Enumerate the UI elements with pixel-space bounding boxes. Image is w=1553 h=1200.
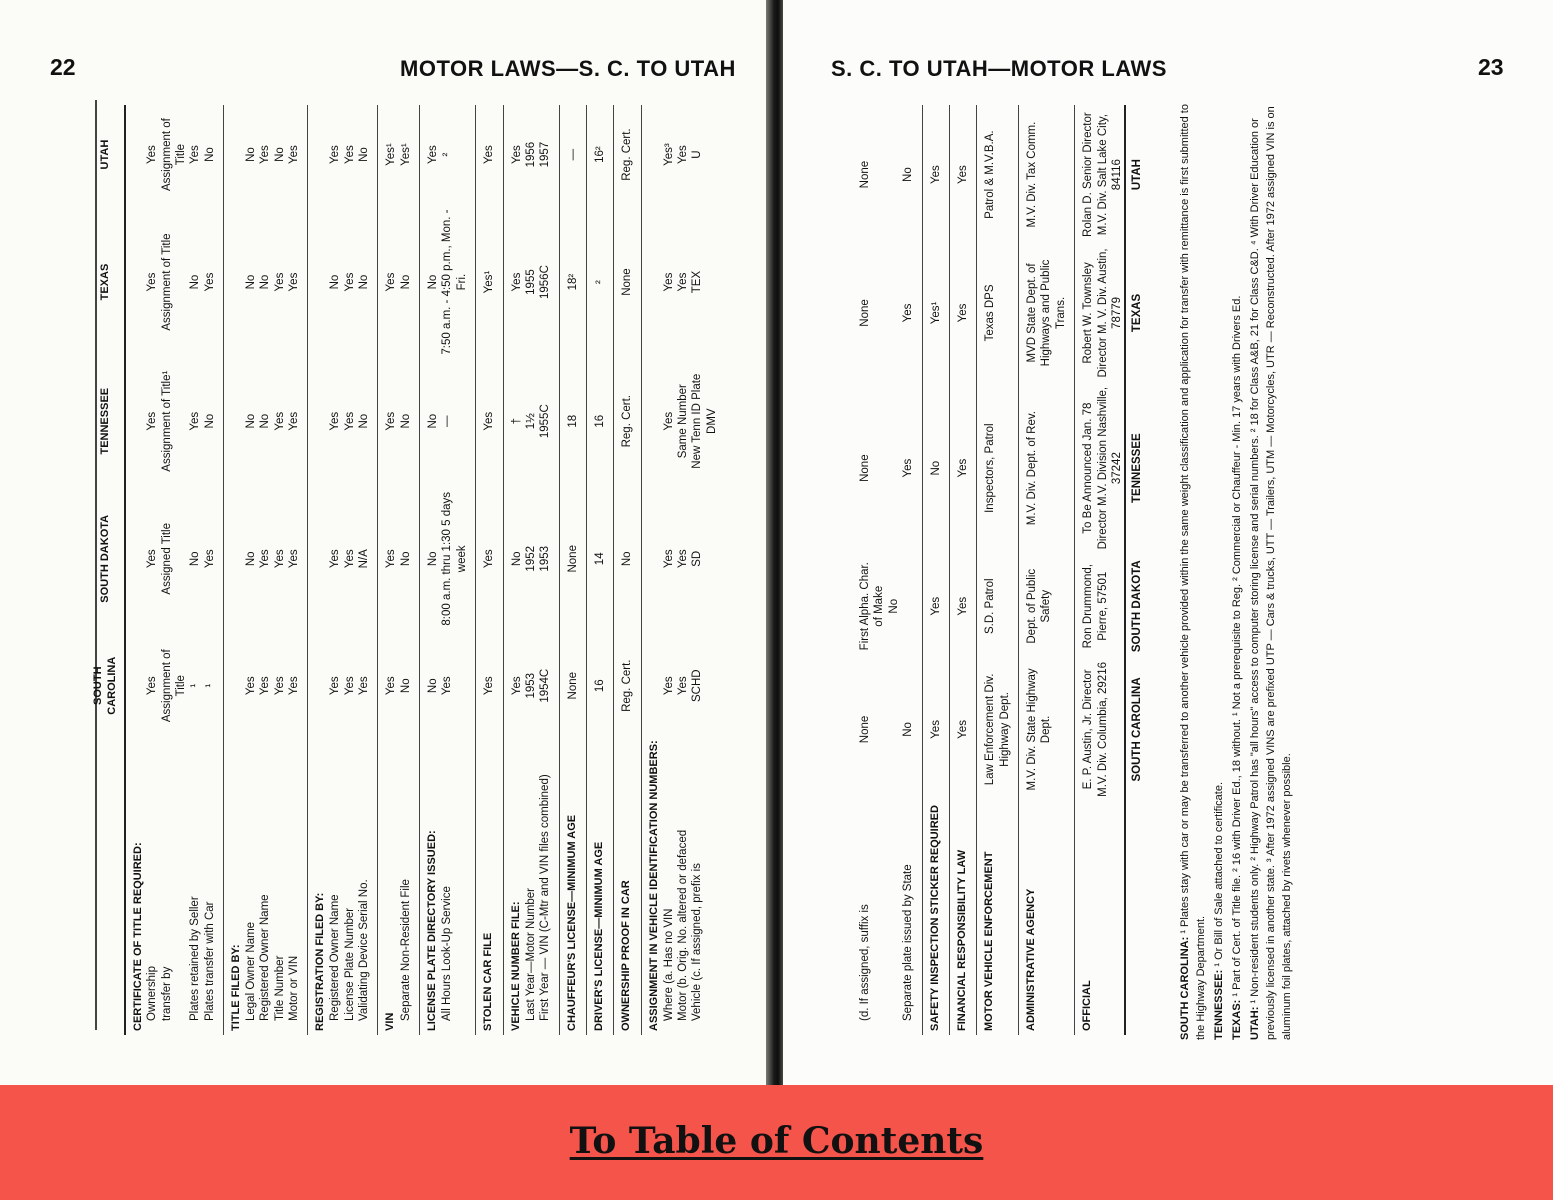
row-value: No <box>510 551 523 567</box>
row-value: MVD State Dept. of Highways and Public Trans. <box>1019 244 1075 381</box>
row-label: VIN <box>384 1012 397 1031</box>
row-value: Yes <box>273 549 286 569</box>
footnote-text: ¹ Part of Cert. of Title file. ² 16 with Driver Ed., 18 without. ¹ Not a prerequisite to Reg. ² Commercial or Chauffeur - Min. 17 years with Drivers Ed. <box>1230 295 1243 997</box>
row-value: ² <box>440 105 475 204</box>
row-value: Yes <box>510 272 523 292</box>
footnotes-rotator <box>1178 100 1298 1040</box>
row-value: Yes¹ <box>922 244 949 381</box>
left-table-row <box>614 105 641 1035</box>
row-value: No <box>427 274 439 290</box>
row-value: No <box>203 360 224 482</box>
row-value: Yes <box>901 382 922 555</box>
row-value <box>641 482 661 635</box>
row-value: No <box>399 204 420 360</box>
left-table-row <box>676 105 690 1035</box>
row-value: Yes <box>510 676 523 696</box>
left-table-row <box>357 105 378 1035</box>
row-value: Yes <box>203 204 224 360</box>
row-value: Same Number <box>676 384 689 459</box>
footnotes-block <box>1178 100 1296 1040</box>
right-table-rotator <box>858 105 1145 1035</box>
row-value: No <box>399 482 420 635</box>
row-value: Yes <box>676 549 689 569</box>
row-label: License Plate Number <box>343 907 356 1021</box>
row-value: Yes <box>922 555 949 658</box>
right-column-footer-label: SOUTH DAKOTA <box>1125 555 1144 658</box>
row-value: Yes <box>949 244 976 381</box>
row-value: No <box>357 360 378 482</box>
row-value: Ron Drummond, Pierre, 57501 <box>1082 564 1109 649</box>
left-column-header: UTAH <box>92 105 125 204</box>
row-value <box>224 204 244 360</box>
row-value: 18 <box>559 360 586 482</box>
row-value <box>641 204 661 360</box>
row-label: Motor or VIN <box>287 736 308 1035</box>
row-value: Yes <box>287 204 308 360</box>
left-page-number: 22 <box>50 54 76 80</box>
row-value: 16 <box>587 635 614 736</box>
left-column-header: TEXAS <box>92 204 125 360</box>
row-value <box>641 635 661 736</box>
row-value: Yes <box>146 676 159 696</box>
left-table-row <box>308 105 328 1035</box>
left-column-header: SOUTH DAKOTA <box>92 482 125 635</box>
row-value: Yes <box>427 145 439 164</box>
row-value: Texas DPS <box>977 244 1019 381</box>
footnote-text: ¹ Non-resident students only. ² Highway Patrol has "all hours" access to computer storing license and serial numbers. ² 18 for Class A&B, 21 for Class C&D. ⁴ With Driver Education or previously licensed in another state. ³ After 1972 assigned VINS are prefixed UTP — Cars & trucks, UTT — Trailers, UTM — Motorcycles, UTR — Reconstructed. After 1972 assigned VIN is on aluminum foil plates, attached by rivets whenever possible. <box>1248 106 1293 1040</box>
row-label: Plates retained by Seller <box>189 896 202 1021</box>
row-value: 8:00 a.m. thru 1:30 5 days week <box>440 482 475 635</box>
left-header-label <box>92 736 125 1035</box>
left-table-row <box>188 105 202 1035</box>
row-value: 1956C <box>538 204 559 360</box>
row-label: TITLE FILED BY: <box>230 944 243 1031</box>
row-label: ASSIGNMENT IN VEHICLE IDENTIFICATION NUMBERS: <box>647 740 660 1031</box>
row-value: Yes <box>385 549 398 569</box>
row-label: CHAUFFEUR'S LICENSE—MINIMUM AGE <box>559 736 586 1035</box>
row-value: Yes <box>922 658 949 801</box>
left-running-head: MOTOR LAWS—S. C. TO UTAH <box>400 56 736 81</box>
row-value: M.V. Div. State Highway Dept. <box>1019 658 1075 801</box>
row-value: 16 <box>587 360 614 482</box>
row-value <box>887 382 901 555</box>
right-table-row <box>1075 105 1126 1035</box>
left-table-row <box>587 105 614 1035</box>
left-table-row <box>224 105 244 1035</box>
row-value <box>224 635 244 736</box>
row-value: Yes <box>676 272 689 292</box>
row-value: Assignment of Title <box>160 118 187 192</box>
row-value: None <box>859 715 871 744</box>
row-value: No <box>399 360 420 482</box>
row-label: Motor (b. Orig. No. altered or defaced <box>676 829 689 1021</box>
row-value: Yes <box>476 360 503 482</box>
row-value: Yes <box>146 411 159 431</box>
left-table-row <box>244 105 258 1035</box>
row-value: Yes <box>476 105 503 204</box>
row-value: 18² <box>559 204 586 360</box>
row-value: Yes <box>329 411 342 431</box>
left-column-header: TENNESSEE <box>92 360 125 482</box>
row-value: None <box>859 299 871 327</box>
row-value: Yes <box>949 382 976 555</box>
row-value: None <box>559 635 586 736</box>
row-value: M.V. Div. Dept. of Rev. <box>1019 382 1075 555</box>
row-value: 1957 <box>538 105 559 204</box>
row-label: (d. If assigned, suffix is <box>859 904 871 1021</box>
row-value: No <box>203 105 224 204</box>
row-value <box>224 482 244 635</box>
row-value: Yes <box>440 635 475 736</box>
right-table-row <box>949 105 976 1035</box>
footnote-state: UTAH: <box>1248 1003 1261 1040</box>
row-value: No <box>244 551 257 567</box>
right-column-footer <box>1125 105 1144 1035</box>
right-page-number: 23 <box>1478 54 1504 80</box>
right-column-footer-label: UTAH <box>1125 105 1144 244</box>
left-table-row <box>420 105 441 1035</box>
row-label: MOTOR VEHICLE ENFORCEMENT <box>977 801 1019 1035</box>
row-value: Yes <box>343 145 356 164</box>
row-value: Yes <box>343 549 356 569</box>
left-table-row <box>343 105 357 1035</box>
row-value: 7:50 a.m. - 4:50 p.m., Mon. - Fri. <box>440 204 475 360</box>
left-table-row <box>203 105 224 1035</box>
row-value: — <box>440 360 475 482</box>
row-value <box>308 482 328 635</box>
row-value <box>887 658 901 801</box>
row-value: No <box>189 551 202 567</box>
row-value: No <box>427 678 439 694</box>
row-value: Yes <box>357 635 378 736</box>
row-value: Law Enforcement Div. Highway Dept. <box>977 658 1019 801</box>
row-value: Yes <box>189 145 202 164</box>
row-value: No <box>244 274 257 290</box>
row-label: First Year — VIN (C-Mtr and VIN files combined) <box>538 736 559 1035</box>
row-value: First Alpha. Char. of Make <box>859 562 886 651</box>
row-value <box>887 105 901 244</box>
row-value <box>308 105 328 204</box>
row-value: Yes <box>476 635 503 736</box>
footnote <box>1178 100 1210 1040</box>
row-label: Last Year—Motor Number <box>524 888 537 1021</box>
row-value <box>125 204 146 360</box>
row-value: No <box>259 413 272 429</box>
row-value: 16² <box>587 105 614 204</box>
row-value: Yes <box>476 482 503 635</box>
row-label: DRIVER'S LICENSE—MINIMUM AGE <box>587 736 614 1035</box>
row-value: None <box>859 160 871 189</box>
row-value: Yes <box>676 145 689 164</box>
row-label: OWNERSHIP PROOF IN CAR <box>614 736 641 1035</box>
row-label: STOLEN CAR FILE <box>476 736 503 1035</box>
row-value: Yes <box>343 676 356 696</box>
row-value: Yes <box>510 145 523 164</box>
row-value: No <box>244 147 257 162</box>
row-value: Yes <box>259 145 272 164</box>
left-table-row <box>399 105 420 1035</box>
row-value: 14 <box>587 482 614 635</box>
row-value: Yes <box>343 411 356 431</box>
row-value <box>641 360 661 482</box>
row-value: Reg. Cert. <box>614 360 641 482</box>
row-value: N/A <box>357 482 378 635</box>
right-column-footer-label: TEXAS <box>1125 244 1144 381</box>
row-value: Yes <box>662 272 675 292</box>
row-value: No <box>399 635 420 736</box>
row-value: Yes <box>287 105 308 204</box>
row-value: Yes <box>949 658 976 801</box>
row-label: Validating Device Serial No. <box>357 736 378 1035</box>
row-label: transfer by <box>160 966 173 1021</box>
row-value: No <box>189 274 202 290</box>
row-value: Yes <box>273 411 286 431</box>
row-value: Yes <box>189 411 202 431</box>
row-label: Plates transfer with Car <box>203 736 224 1035</box>
row-value: Assigned Title <box>160 522 173 595</box>
row-value: Yes <box>949 555 976 658</box>
left-table-row <box>145 105 159 1035</box>
right-page <box>783 0 1553 1085</box>
row-value: Yes³ <box>662 143 675 166</box>
row-label: ADMINISTRATIVE AGENCY <box>1019 801 1075 1035</box>
row-label: Registered Owner Name <box>329 894 342 1021</box>
right-table-row <box>977 105 1019 1035</box>
left-table-row <box>641 105 661 1035</box>
left-motor-laws-table <box>92 105 719 1035</box>
row-value: Assignment of Title¹ <box>160 370 173 472</box>
row-value: No <box>427 551 439 567</box>
row-value: No <box>244 413 257 429</box>
row-value: No <box>259 274 272 290</box>
row-value: Yes <box>662 676 675 696</box>
row-value: Yes <box>244 676 257 696</box>
row-label <box>887 801 901 1035</box>
row-value: Reg. Cert. <box>614 635 641 736</box>
row-label: Where (a. Has no VIN <box>662 908 675 1021</box>
row-value: Rolan D. Senior Director M.V. Div. Salt Lake City, 84116 <box>1082 112 1123 237</box>
right-table-row <box>887 105 901 1035</box>
left-table-row <box>287 105 308 1035</box>
row-value: 1953 <box>524 672 537 699</box>
row-label: Legal Owner Name <box>244 921 257 1021</box>
row-value: No <box>901 658 922 801</box>
row-value: Yes <box>203 482 224 635</box>
row-value: None <box>559 482 586 635</box>
row-value: Yes¹ <box>385 143 398 166</box>
row-value: SCHD <box>691 669 704 703</box>
row-value: Yes¹ <box>476 204 503 360</box>
row-value: ¹ <box>203 635 224 736</box>
row-value: None <box>614 204 641 360</box>
row-value: TEX <box>691 270 704 294</box>
row-value: Yes <box>287 635 308 736</box>
footnote <box>1212 100 1228 1040</box>
row-value: Yes <box>287 482 308 635</box>
row-value: Yes <box>273 676 286 696</box>
footnote-state: SOUTH CAROLINA: <box>1179 933 1191 1040</box>
left-table-row <box>524 105 538 1035</box>
row-value: Dept. of Public Safety <box>1019 555 1075 658</box>
row-value: — <box>559 105 586 204</box>
row-value: M.V. Div. Tax Comm. <box>1019 105 1075 244</box>
row-label: Separate plate issued by State <box>901 801 922 1035</box>
left-table-row <box>559 105 586 1035</box>
row-value: Yes <box>259 549 272 569</box>
row-value: Assignment of Title <box>160 233 173 331</box>
left-table-row <box>273 105 287 1035</box>
row-value <box>308 360 328 482</box>
right-motor-laws-table <box>858 105 1145 1035</box>
right-table-row <box>901 105 922 1035</box>
row-value: 1952 <box>524 545 537 572</box>
footnote-text: ¹ Or Bill of Sale attached to certificate. <box>1212 782 1225 967</box>
row-value: Yes <box>662 549 675 569</box>
left-column-header: SOUTH CAROLINA <box>92 635 125 736</box>
row-label: FINANCIAL RESPONSIBILITY LAW <box>949 801 976 1035</box>
row-value: 1½ <box>524 413 537 430</box>
row-value <box>641 105 661 204</box>
row-value: New Tenn ID Plate DMV <box>691 373 718 469</box>
left-table-row <box>125 105 146 1035</box>
left-table-row <box>440 105 475 1035</box>
left-table-row <box>538 105 559 1035</box>
left-table-row <box>476 105 503 1035</box>
left-table-row <box>378 105 399 1035</box>
row-value: Yes¹ <box>399 105 420 204</box>
row-label: SAFETY INSPECTION STICKER REQUIRED <box>922 801 949 1035</box>
row-value: No <box>357 105 378 204</box>
row-value: Yes <box>676 676 689 696</box>
footnote <box>1248 100 1296 1040</box>
row-value: 1956 <box>524 141 537 168</box>
row-value <box>125 482 146 635</box>
row-label: Ownership <box>146 966 159 1021</box>
right-table-row <box>1019 105 1075 1035</box>
row-label: Vehicle (c. If assigned, prefix is <box>691 863 704 1021</box>
row-value: No <box>273 147 286 162</box>
footnote <box>1230 100 1246 1040</box>
row-value: 1955 <box>524 269 537 295</box>
footer-blank-cell <box>1125 801 1144 1035</box>
row-value: No <box>901 105 922 244</box>
row-value: Yes <box>273 272 286 292</box>
right-table-row <box>858 105 887 1035</box>
row-value <box>224 360 244 482</box>
row-value: Robert W. Townsley Director M. V. Div. Austin, 78779 <box>1082 248 1123 378</box>
right-running-head: S. C. TO UTAH—MOTOR LAWS <box>831 56 1167 81</box>
row-value <box>308 204 328 360</box>
footnote-text: ¹ Plates stay with car or may be transferred to another vehicle provided within the same weight classification and application for transfer with remittance is first submitted to the Highway Department. <box>1179 104 1207 1040</box>
row-label: Registered Owner Name <box>259 894 272 1021</box>
row-value: S.D. Patrol <box>977 555 1019 658</box>
row-value: ¹ <box>189 683 202 688</box>
row-value: SD <box>691 550 704 567</box>
right-table-row <box>922 105 949 1035</box>
row-value: Yes <box>146 549 159 569</box>
row-value: Patrol & M.V.B.A. <box>977 105 1019 244</box>
row-label: Title Number <box>273 955 286 1021</box>
row-value: No <box>922 382 949 555</box>
row-value: 1953 <box>538 482 559 635</box>
row-value <box>125 360 146 482</box>
left-table-row <box>160 105 189 1035</box>
row-label: REGISTRATION FILED BY: <box>314 892 327 1031</box>
row-value: No <box>329 274 342 290</box>
left-table-row <box>690 105 719 1035</box>
left-page <box>0 0 770 1085</box>
row-value: E. P. Austin, Jr. Director M.V. Div. Columbia, 29216 <box>1082 662 1109 797</box>
row-value: Yes <box>287 360 308 482</box>
row-value: Yes <box>259 676 272 696</box>
row-value <box>887 244 901 381</box>
row-value <box>308 635 328 736</box>
row-value: Yes <box>329 549 342 569</box>
row-value: Yes <box>329 676 342 696</box>
row-value: Yes <box>385 272 398 292</box>
left-table-rotator <box>92 105 719 1035</box>
row-value: Assignment of Title <box>160 649 187 723</box>
row-value: Yes <box>385 676 398 696</box>
row-value <box>224 105 244 204</box>
row-label: VEHICLE NUMBER FILE: <box>509 901 522 1031</box>
row-value: Yes <box>901 244 922 381</box>
row-value <box>125 105 146 204</box>
row-value: Yes <box>146 145 159 164</box>
footnote-state: TENNESSEE: <box>1212 966 1225 1040</box>
row-value: 1955C <box>538 360 559 482</box>
row-value: No <box>427 413 439 429</box>
row-value: Yes <box>922 105 949 244</box>
row-value: Reg. Cert. <box>614 105 641 204</box>
row-value: 1954C <box>538 635 559 736</box>
row-label: All Hours Look-Up Service <box>440 736 475 1035</box>
row-label: CERTIFICATE OF TITLE REQUIRED: <box>131 842 144 1031</box>
row-label: LICENSE PLATE DIRECTORY ISSUED: <box>426 830 438 1031</box>
row-value: Inspectors, Patrol <box>977 382 1019 555</box>
row-value: Yes <box>662 411 675 431</box>
table-of-contents-link[interactable]: To Table of Contents <box>569 1120 984 1162</box>
right-column-footer-label: SOUTH CAROLINA <box>1125 658 1144 801</box>
row-value: Yes <box>343 272 356 292</box>
row-value <box>125 635 146 736</box>
footnote-state: TEXAS: <box>1230 996 1243 1040</box>
row-label: OFFICIAL <box>1081 980 1094 1031</box>
row-value <box>901 555 922 658</box>
row-value: ² <box>587 204 614 360</box>
left-table-row <box>662 105 676 1035</box>
row-value: Yes <box>949 105 976 244</box>
row-value: No <box>614 482 641 635</box>
row-value: U <box>691 150 704 159</box>
row-label: Separate Non-Resident File <box>399 736 420 1035</box>
row-value: Yes <box>385 411 398 431</box>
row-value: None <box>859 454 871 482</box>
row-value: To Be Announced Jan. 78 Director M.V. Division Nashville, 37242 <box>1082 386 1123 550</box>
row-value: Yes <box>329 145 342 164</box>
left-table-row <box>328 105 342 1035</box>
row-value: No <box>887 598 900 614</box>
row-value: No <box>357 204 378 360</box>
left-table-row <box>258 105 272 1035</box>
row-value: Yes <box>146 272 159 292</box>
left-table-row <box>503 105 524 1035</box>
right-column-footer-label: TENNESSEE <box>1125 382 1144 555</box>
row-value: † <box>510 418 523 425</box>
